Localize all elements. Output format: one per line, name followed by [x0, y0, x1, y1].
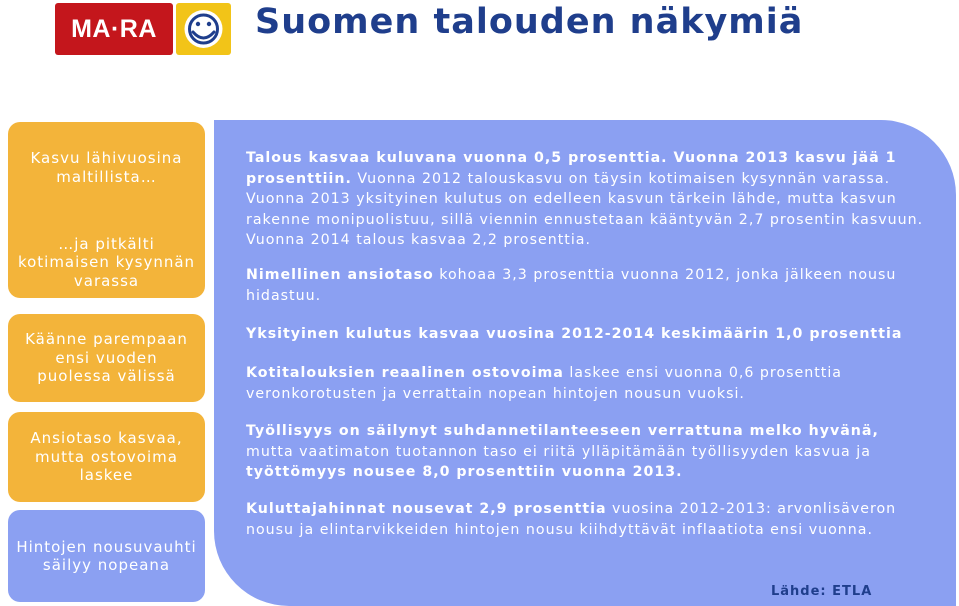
paragraph-purchasing-power — [246, 363, 926, 404]
employment-text: mutta vaatimaton tuotannon taso ei riitä ylläpitämään työllisyyden kasvua ja — [246, 443, 871, 460]
employment-tail: . — [676, 464, 683, 480]
source-label: Lähde: ETLA — [771, 584, 873, 599]
growth-bold: Talous kasvaa kuluvana vuonna 0,5 prosenttia. Vuonna 2013 kasvu jää 1 prosenttiin. — [246, 150, 897, 187]
mara-logo — [55, 3, 173, 55]
consumption-bold: Yksityinen kulutus kasvaa vuosina 2012-2014 keskimäärin 1,0 prosenttia — [246, 326, 903, 342]
sidebar-box-prices — [8, 510, 205, 602]
sidebar-box-income — [8, 412, 205, 502]
paragraph-wages — [246, 265, 926, 306]
sidebar-prices-label: Hintojen nousuvauhti säilyy nopeana — [16, 537, 197, 574]
sidebar-box-growth — [8, 122, 205, 298]
paragraph-growth — [246, 148, 926, 251]
wages-text: kohoaa 3,3 prosenttia vuonna 2012, jonka jälkeen nousu hidastuu. — [246, 267, 897, 304]
paragraph-consumption — [246, 324, 926, 345]
employment-bold-1: Työllisyys on säilynyt suhdannetilanteeseen verrattuna melko hyvänä, — [246, 423, 879, 439]
consumer-prices-bold: Kuluttajahinnat nousevat 2,9 prosenttia — [246, 501, 607, 517]
sidebar-growth-bottom: …ja pitkälti kotimaisen kysynnän varassa — [17, 234, 196, 290]
paragraph-consumer-prices — [246, 499, 926, 540]
growth-text: Vuonna 2012 talouskasvu on täysin kotimaisen kysynnän varassa. Vuonna 2013 yksityinen kulutus on edelleen kasvun tärkein lähde, mutta kasvun rakenne monipuolistuu, sillä viennin ennustetaan kääntyvän 2,7 prosentin kasvuun. Vuonna 2014 talous kasvaa 2,2 prosenttia. — [246, 170, 924, 248]
consumer-prices-text: vuosina 2012-2013: arvonlisäveron nousu ja elintarvikkeiden hintojen nousu kiihdyttävät inflaatiota ensi vuonna. — [246, 501, 897, 538]
paragraph-employment — [246, 421, 926, 483]
purchasing-power-bold: Kotitalouksien reaalinen ostovoima — [246, 365, 564, 381]
logo-text: MA·RA — [71, 14, 157, 43]
sidebar-growth-top: Kasvu lähivuosina maltillista… — [30, 149, 183, 186]
sidebar-income-label: Ansiotaso kasvaa, mutta ostovoima laskee — [30, 429, 183, 485]
employment-bold-2: työttömyys nousee 8,0 prosenttiin vuonna 2013 — [246, 464, 677, 480]
page-title: Suomen talouden näkymiä — [255, 2, 804, 42]
smiley-logo-icon — [176, 3, 231, 55]
purchasing-power-text: laskee ensi vuonna 0,6 prosenttia veronkorotusten ja verrattain nopean hintojen nousun vuoksi. — [246, 365, 842, 402]
wages-bold: Nimellinen ansiotaso — [246, 267, 434, 283]
sidebar-box-turn — [8, 314, 205, 402]
sidebar-turn-label: Käänne parempaan ensi vuoden puolessa välissä — [25, 330, 188, 386]
